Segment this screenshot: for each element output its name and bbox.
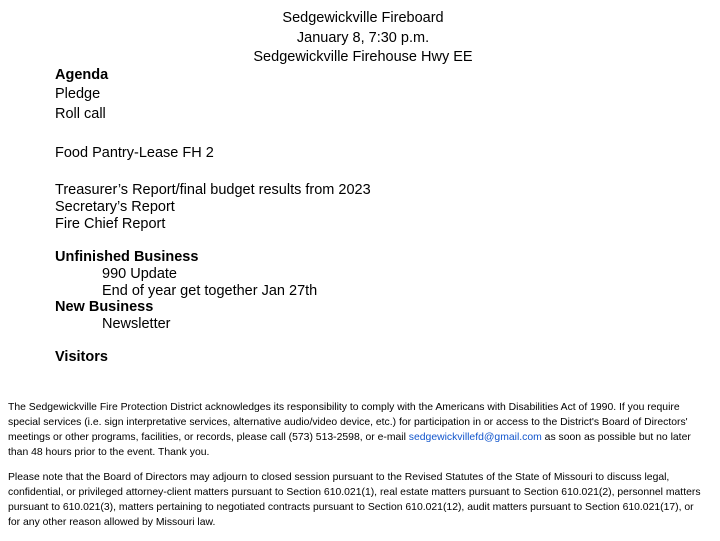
agenda-item-secretary-report: Secretary’s Report [55, 199, 175, 215]
ada-notice-text: The Sedgewickville Fire Protection District acknowledges its responsibility to comply with the Americans with Disabilities Act of 1990. If you require special services (i.e. sign interpretative services, alternative audio/video device, etc.) for participation in or access to the District's Board of Directors' meetings or other programs, facilities, or records, please call (573) 513-2598, or e-mail [8, 402, 688, 443]
contact-email-link[interactable]: sedgewickvillefd@gmail.com [408, 432, 542, 443]
agenda-item-food-pantry: Food Pantry-Lease FH 2 [55, 145, 214, 161]
new-business-heading: New Business [55, 299, 154, 315]
agenda-item-roll-call: Roll call [55, 106, 106, 122]
ada-notice-text-end: as soon as possible but no later than 48 hours prior to the event. Thank you. [8, 432, 691, 458]
meeting-datetime: January 8, 7:30 p.m. [296, 29, 430, 46]
new-business-item: Newsletter [102, 316, 171, 332]
meeting-header [0, 9, 720, 68]
agenda-item-treasurer-report: Treasurer’s Report/final budget results from 2023 [55, 182, 371, 198]
agenda-heading: Agenda [55, 67, 109, 83]
unfinished-item: End of year get together Jan 27th [102, 283, 318, 299]
org-name: Sedgewickville Fireboard [282, 10, 444, 26]
visitors-heading: Visitors [55, 349, 108, 365]
agenda-item-pledge: Pledge [55, 86, 101, 102]
unfinished-item: 990 Update [102, 266, 177, 282]
ada-notice [8, 400, 708, 460]
unfinished-business-heading: Unfinished Business [55, 249, 199, 265]
meeting-location: Sedgewickville Firehouse Hwy EE [253, 49, 473, 65]
agenda-item-fire-chief-report: Fire Chief Report [55, 216, 166, 232]
closed-session-notice: Please note that the Board of Directors may adjourn to closed session pursuant to the Revised Statutes of the State of Missouri to discuss legal, confidential, or privileged attorney-client matters pursuant to Section 610.021(1), real estate matters pursuant to Section 610.021(2), personnel matters pursuant to 610.021(3), matters pertaining to negotiated contracts pursuant to Section 610.021(12), audit matters pursuant to Section 610.021(17), or for any other reason allowed by Missouri law. [8, 472, 701, 528]
